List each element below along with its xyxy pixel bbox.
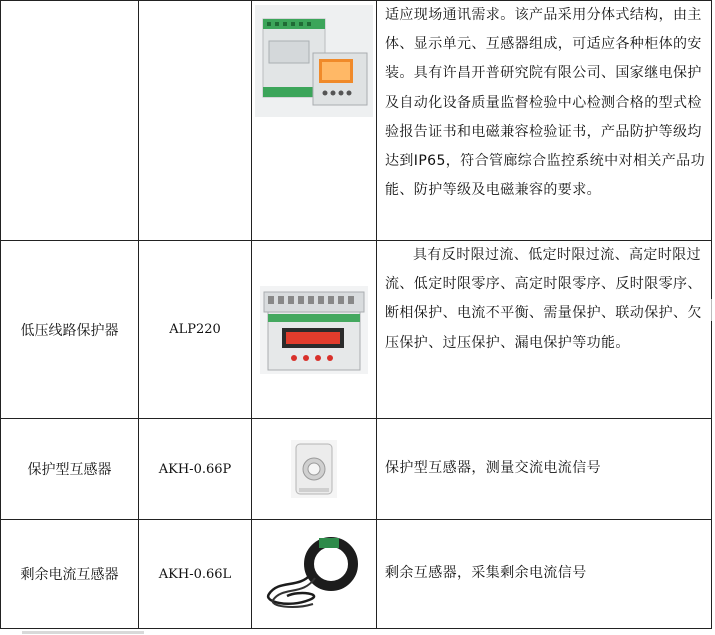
scroll-indicator <box>22 631 144 634</box>
product-name-cell: 保护型互感器 <box>1 419 139 520</box>
product-image-cell <box>252 241 377 419</box>
product-image-cell <box>252 520 377 629</box>
description-text: 具有反时限过流、低定时限过流、高定时限过流、低定时限零序、高定时限零序、反时限零序、断相保护、电流不平衡、需量保护、联动保护、欠压保护、过压保护、漏电保护等功能。 <box>385 247 702 351</box>
page-edge-mark <box>711 299 715 321</box>
table-row <box>1 241 712 419</box>
din-rail-module-with-display-photo <box>255 5 373 117</box>
product-name-cell: 低压线路保护器 <box>1 241 139 419</box>
product-description-cell <box>377 1 712 241</box>
product-model-cell: ALP220 <box>139 241 252 419</box>
description-text: 适应现场通讯需求。该产品采用分体式结构，由主体、显示单元、互感器组成，可适应各种柜体的安装。具有许昌开普研究院有限公司、国家继电保护及自动化设备质量监督检验中心检测合格的型式检验报告证书和电磁兼容检验证书，产品防护等级均达到IP65，符合管廊综合监控系统中对相关产品功能、防护等级及电磁兼容的要求。 <box>385 7 705 199</box>
product-name-cell <box>1 1 139 241</box>
product-description-cell <box>377 520 712 629</box>
residual-current-transformer-photo <box>259 534 369 614</box>
product-model-cell <box>139 1 252 241</box>
product-image-cell <box>252 419 377 520</box>
product-description-cell <box>377 241 712 419</box>
table-row <box>1 1 712 241</box>
current-transformer-photo <box>291 440 337 498</box>
product-model-cell: AKH-0.66L <box>139 520 252 629</box>
description-text: 剩余互感器，采集剩余电流信号 <box>385 565 587 582</box>
table-row <box>1 419 712 520</box>
product-model-cell: AKH-0.66P <box>139 419 252 520</box>
table-row <box>1 520 712 629</box>
product-name-cell: 剩余电流互感器 <box>1 520 139 629</box>
product-description-cell <box>377 419 712 520</box>
product-image-cell <box>252 1 377 241</box>
description-text: 保护型互感器，测量交流电流信号 <box>385 460 601 477</box>
page-bottom-strip <box>0 630 715 635</box>
line-protector-device-photo <box>260 286 368 374</box>
